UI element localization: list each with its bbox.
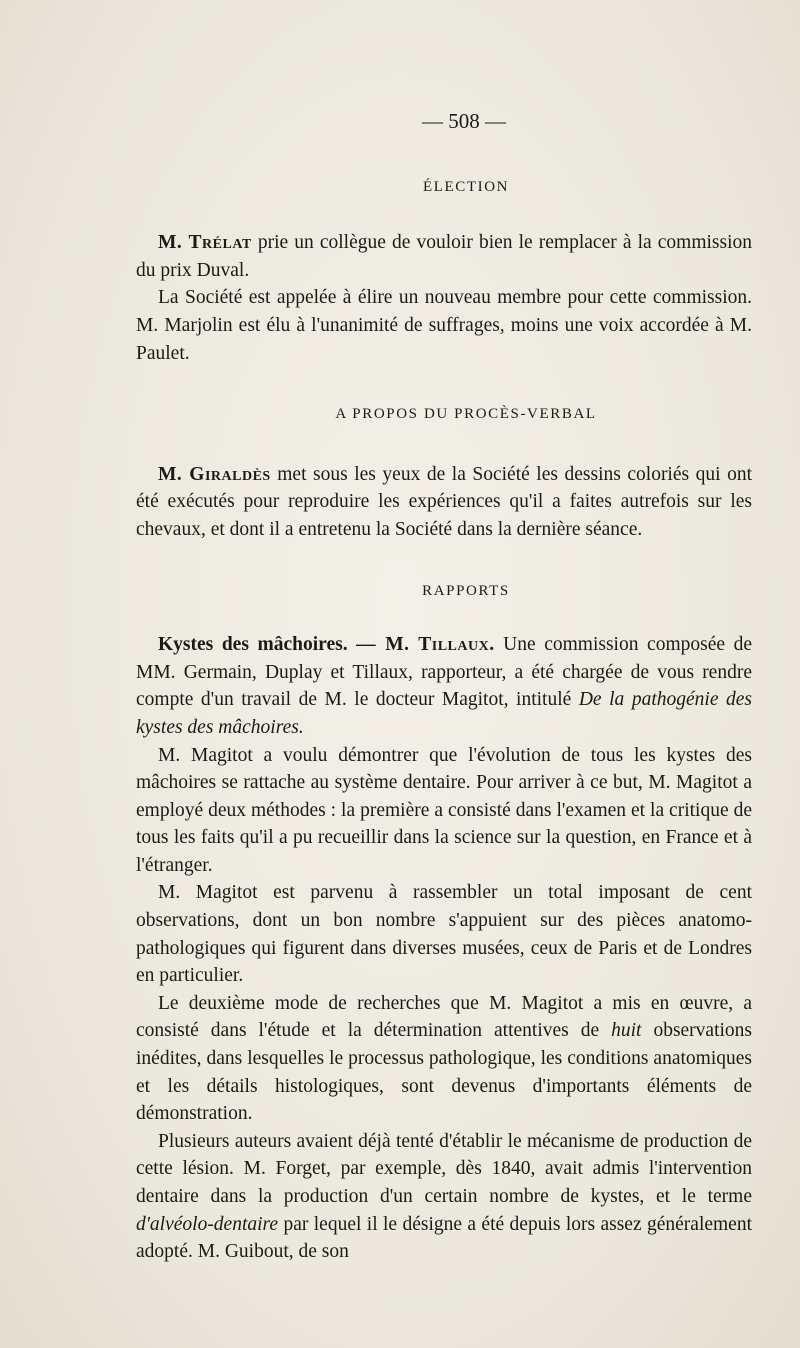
paragraph-proces-verbal-1 xyxy=(136,461,752,544)
topic-title: Kystes des mâchoires. xyxy=(158,634,348,656)
page-number: — 508 — xyxy=(422,109,506,133)
paragraph-text: prie un collègue de vouloir bien le remplacer à la commission du prix Duval. xyxy=(136,232,753,281)
speaker-name: M. Giraldès xyxy=(158,463,271,485)
emphasis-word: huit xyxy=(611,1020,642,1042)
paragraph-text: par lequel il le désigne a été depuis lors assez généralement adopté. M. Guibout, de son xyxy=(136,1213,753,1263)
paragraph-rapports-3: M. Magitot est parvenu à rassembler un total imposant de cent observations, dont un bon nombre s'appuient sur des pièces anatomo-pathologiques qui figurent dans diverses musées, ceux de Paris et de Londres en particulier. xyxy=(136,882,752,987)
paragraph-rapports-1 xyxy=(136,631,752,741)
speaker-name: — M. Tillaux. xyxy=(356,634,495,656)
paragraph-text: observations inédites, dans lesquelles le processus pathologique, les conditions anatomiques et les détails histologiques, sont devenus d'importants éléments de démonstration. xyxy=(136,1020,753,1125)
paragraph-text: Une commission composée de MM. Germain, Duplay et Tillaux, rapporteur, a été chargée de vous rendre compte d'un travail de M. le docteur Magitot, intitulé xyxy=(136,634,753,711)
paragraph-election-1 xyxy=(136,229,752,284)
paragraph-text: met sous les yeux de la Société les dessins coloriés qui ont été exécutés pour reproduire les expériences qu'il a faites autrefois sur les chevaux, et dont il a entretenu la Société dans la dernière séance. xyxy=(136,463,752,540)
paragraph-rapports-5 xyxy=(136,1128,752,1266)
heading-proces-verbal: A PROPOS DU PROCÈS-VERBAL xyxy=(335,406,597,423)
page-content xyxy=(136,108,752,1266)
speaker-name: M. Trélat xyxy=(158,232,252,254)
paragraph-rapports-4 xyxy=(136,990,752,1128)
term: d'alvéolo-dentaire xyxy=(136,1213,279,1235)
paragraph-text: Le deuxième mode de recherches que M. Magitot a mis en œuvre, a consisté dans l'étude et la détermination attentives de xyxy=(136,992,752,1042)
paragraph-election-2: La Société est appelée à élire un nouveau membre pour cette commission. M. Marjolin est élu à l'unanimité de suffrages, moins une voix accordée à M. Paulet. xyxy=(136,287,752,364)
paragraph-rapports-2: M. Magitot a voulu démontrer que l'évolution de tous les kystes des mâchoires se rattache au système dentaire. Pour arriver à ce but, M. Magitot a employé deux méthodes : la première a consisté dans l'examen et la critique de tous les faits qu'il a pu recueillir dans la science sur la question, en France et à l'étranger. xyxy=(136,744,752,876)
heading-election: ÉLECTION xyxy=(422,178,510,195)
paragraph-text: Plusieurs auteurs avaient déjà tenté d'établir le mécanisme de production de cette lésion. M. Forget, par exemple, dès 1840, avait admis l'intervention dentaire dans la production d'un certain nombre de kystes, et le terme xyxy=(136,1130,752,1207)
heading-rapports: RAPPORTS xyxy=(422,582,510,599)
work-title: De la pathogénie des kystes des mâchoires. xyxy=(136,689,753,738)
